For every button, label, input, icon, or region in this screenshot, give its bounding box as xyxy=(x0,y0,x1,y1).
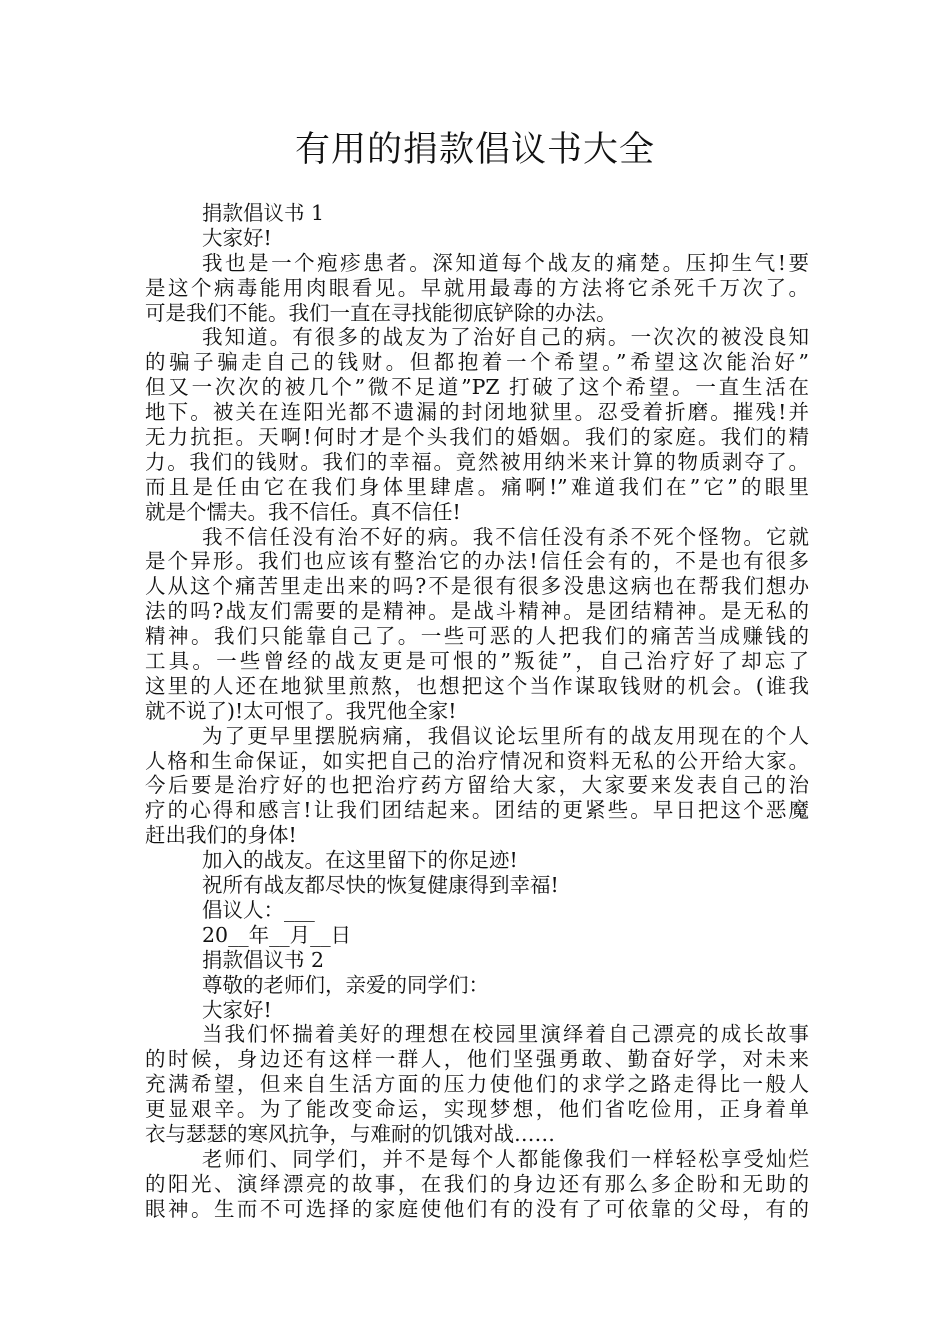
text-line: 精神。我们只能靠自己了。一些可恶的人把我们的痛苦当成赚钱的 xyxy=(145,624,809,649)
text-line: 人从这个痛苦里走出来的吗?不是很有很多没患这病也在帮我们想办 xyxy=(145,574,809,599)
text-line: 的阳光、演绎漂亮的故事，在我们的身边还有那么多企盼和无助的 xyxy=(145,1171,809,1196)
text-line: 眼神。生而不可选择的家庭使他们有的没有了可依靠的父母，有的 xyxy=(145,1196,809,1221)
text-line: 捐款倡议书 1 xyxy=(202,201,325,225)
text-line: 更显艰辛。为了能改变命运，实现梦想，他们省吃俭用，正身着单 xyxy=(145,1097,809,1122)
text-line: 祝所有战友都尽快的恢复健康得到幸福! xyxy=(202,873,559,898)
text-line: 的骗子骗走自己的钱财。但都抱着一个希望。”希望这次能治好” xyxy=(145,350,809,375)
text-line: 而且是任由它在我们身体里肆虐。痛啊!”难道我们在”它”的眼里 xyxy=(145,474,809,499)
text-line: 老师们、同学们，并不是每个人都能像我们一样轻松享受灿烂 xyxy=(202,1146,809,1171)
text-line: 为了更早里摆脱病痛，我倡议论坛里所有的战友用现在的个人 xyxy=(202,723,809,748)
text-line: 今后要是治疗好的也把治疗药方留给大家，大家要来发表自己的治 xyxy=(145,773,809,798)
text-line: 可是我们不能。我们一直在寻找能彻底铲除的办法。 xyxy=(145,300,617,325)
text-line: 加入的战友。在这里留下的你足迹! xyxy=(202,848,518,873)
text-line: 我不信任没有治不好的病。我不信任没有杀不死个怪物。它就 xyxy=(202,524,809,549)
text-line: 疗的心得和感言!让我们团结起来。团结的更紧些。早日把这个恶魔 xyxy=(145,798,809,823)
text-line: 法的吗?战友们需要的是精神。是战斗精神。是团结精神。是无私的 xyxy=(145,599,809,624)
text-line: 捐款倡议书 2 xyxy=(202,947,325,972)
text-line: 当我们怀揣着美好的理想在校园里演绎着自己漂亮的成长故事 xyxy=(202,1022,809,1047)
document-body xyxy=(145,201,809,1222)
text-line: 赶出我们的身体! xyxy=(145,823,297,848)
text-line: 就不说了)!太可恨了。我咒他全家! xyxy=(145,698,457,723)
text-line: 人格和生命保证，如实把自己的治疗情况和资料无私的公开给大家。 xyxy=(145,748,809,773)
text-line: 充满希望，但来自生活方面的压力使他们的求学之路走得比一般人 xyxy=(145,1072,809,1097)
document-title: 有用的捐款倡议书大全 xyxy=(294,130,655,170)
text-line: 大家好! xyxy=(202,997,272,1022)
text-line: 工具。一些曾经的战友更是可恨的”叛徒”，自己治疗好了却忘了 xyxy=(145,649,809,674)
text-line: 我知道。有很多的战友为了治好自己的病。一次次的被没良知 xyxy=(202,325,809,350)
text-line: 无力抗拒。天啊!何时才是个头我们的婚姻。我们的家庭。我们的精 xyxy=(145,425,809,450)
text-line: 是个异形。我们也应该有整治它的办法!信任会有的，不是也有很多 xyxy=(145,549,809,574)
text-line: 尊敬的老师们，亲爱的同学们： xyxy=(202,972,489,997)
text-line: 这里的人还在地狱里煎熬，也想把这个当作谋取钱财的机会。(谁我 xyxy=(145,673,809,698)
text-line: 倡议人：___ xyxy=(202,897,315,922)
text-line: 就是个懦夫。我不信任。真不信任! xyxy=(145,499,461,524)
text-line: 衣与瑟瑟的寒风抗争，与难耐的饥饿对战…… xyxy=(145,1121,555,1146)
text-line: 大家好! xyxy=(202,225,272,250)
text-line: 但又一次次的被几个”微不足道”PZ 打破了这个希望。一直生活在 xyxy=(145,375,809,400)
text-line: 力。我们的钱财。我们的幸福。竟然被用纳米来计算的物质剥夺了。 xyxy=(145,449,809,474)
text-line: 我也是一个疱疹患者。深知道每个战友的痛楚。压抑生气!要 xyxy=(202,250,809,275)
text-line: 是这个病毒能用肉眼看见。早就用最毒的方法将它杀死千万次了。 xyxy=(145,275,809,300)
text-line: 的时候，身边还有这样一群人，他们坚强勇敢、勤奋好学，对未来 xyxy=(145,1047,809,1072)
text-line: 地下。被关在连阳光都不遗漏的封闭地狱里。忍受着折磨。摧残!并 xyxy=(145,400,809,425)
text-line: 20__年__月__日 xyxy=(202,922,352,947)
